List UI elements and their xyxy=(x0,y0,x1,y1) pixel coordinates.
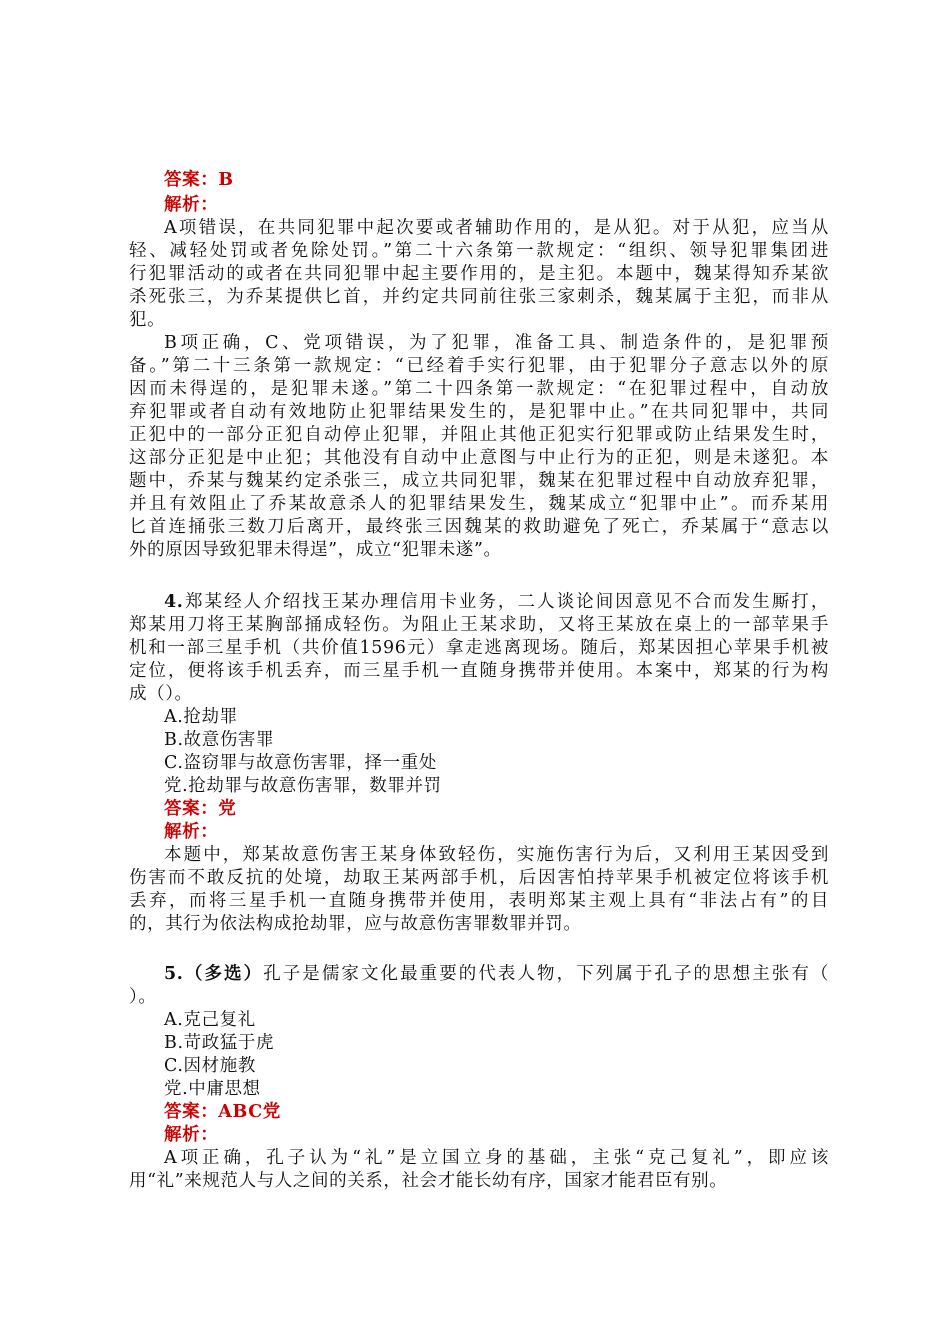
q5-option-b: B.苛政猛于虎 xyxy=(164,1033,275,1053)
q3-analysis-line: 备。”第二十三条第一款规定：“已经着手实行犯罪，由于犯罪分子意志以外的原 xyxy=(129,356,829,376)
q4-stem-line: 郑某用刀将王某胸部捅成轻伤。为阻止王某求助，又将王某放在桌上的一部苹果手 xyxy=(129,615,829,635)
q3-analysis-line: 行犯罪活动的或者在共同犯罪中起主要作用的，是主犯。本题中，魏某得知乔某欲 xyxy=(129,264,829,284)
q4-option-c: C.盗窃罪与故意伤害罪，择一重处 xyxy=(164,753,437,773)
q5-option-d: 党.中庸思想 xyxy=(164,1079,261,1099)
q4-stem-first xyxy=(164,590,829,614)
q3-analysis-line: 犯。 xyxy=(129,310,166,330)
q3-analysis-line: 题中，乔某与魏某约定杀张三，成立共同犯罪，魏某在犯罪过程中自动放弃犯罪， xyxy=(129,471,829,491)
q4-option-b: B.故意伤害罪 xyxy=(164,730,275,750)
q5-analysis-line: 用“礼”来规范人与人之间的关系，社会才能长幼有序，国家才能君臣有别。 xyxy=(129,1171,728,1191)
q5-option-c: C.因材施教 xyxy=(164,1056,256,1076)
q3-analysis-line: 匕首连捅张三数刀后离开，最终张三因魏某的救助避免了死亡，乔某属于“意志以 xyxy=(129,517,829,537)
q5-stem-line: ）。 xyxy=(129,987,157,1007)
q3-analysis-line: 外的原因导致犯罪未得逞”，成立“犯罪未遂”。 xyxy=(129,540,502,560)
q3-analysis-label: 解析： xyxy=(164,195,219,215)
q4-analysis-line: 丢弃，而将三星手机一直随身携带并使用，表明郑某主观上具有“非法占有”的目 xyxy=(129,891,829,911)
q4-analysis-line: 伤害而不敢反抗的处境，劫取王某两部手机，后因害怕持苹果手机被定位将该手机 xyxy=(129,868,829,888)
q4-stem-line: 机和一部三星手机（共价值1596元）拿走逃离现场。随后，郑某因担心苹果手机被 xyxy=(129,638,829,658)
q5-analysis-label: 解析： xyxy=(164,1125,219,1145)
q5-stem-first xyxy=(164,962,829,986)
q4-stem-line: 定位，便将该手机丢弃，而三星手机一直随身携带并使用。本案中，郑某的行为构 xyxy=(129,661,829,681)
q3-answer: 答案：B xyxy=(164,170,234,190)
q3-analysis-line: 弃犯罪或者自动有效地防止犯罪结果发生的，是犯罪中止。”在共同犯罪中，共同 xyxy=(129,402,829,422)
q3-analysis-line: B项正确，C、党项错误，为了犯罪，准备工具、制造条件的，是犯罪预 xyxy=(164,333,829,353)
q5-stem-text: 孔子是儒家文化最重要的代表人物，下列属于孔子的思想主张有（ xyxy=(263,964,829,984)
q5-number-tag: 5.（多选） xyxy=(164,964,264,984)
q4-answer: 答案：党 xyxy=(164,799,237,819)
q4-analysis-label: 解析： xyxy=(164,822,219,842)
q4-analysis-line: 本题中，郑某故意伤害王某身体致轻伤，实施伤害行为后，又利用王某因受到 xyxy=(164,845,829,865)
q4-number: 4. xyxy=(164,592,184,612)
q3-analysis-line: 轻、减轻处罚或者免除处罚。”第二十六条第一款规定：“组织、领导犯罪集团进 xyxy=(129,241,829,261)
q3-analysis-line: 杀死张三，为乔某提供匕首，并约定共同前往张三家刺杀，魏某属于主犯，而非从 xyxy=(129,287,829,307)
q3-analysis-line: 这部分正犯是中止犯；其他没有自动中止意图与中止行为的正犯，则是未遂犯。本 xyxy=(129,448,829,468)
q3-analysis-line: A项错误，在共同犯罪中起次要或者辅助作用的，是从犯。对于从犯，应当从 xyxy=(164,218,829,238)
q3-analysis-line: 正犯中的一部分正犯自动停止犯罪，并阻止其他正犯实行犯罪或防止结果发生时， xyxy=(129,425,829,445)
q5-analysis-line: A项正确，孔子认为“礼”是立国立身的基础，主张“克己复礼”，即应该 xyxy=(164,1148,829,1168)
q4-stem-line: 成（）。 xyxy=(129,684,193,704)
q4-analysis-line: 的，其行为依法构成抢劫罪，应与故意伤害罪数罪并罚。 xyxy=(129,914,582,934)
q5-option-a: A.克己复礼 xyxy=(164,1010,256,1030)
q4-option-d: 党.抢劫罪与故意伤害罪，数罪并罚 xyxy=(164,776,442,796)
q3-analysis-line: 因而未得逞的，是犯罪未遂。”第二十四条第一款规定：“在犯罪过程中，自动放 xyxy=(129,379,829,399)
q5-answer: 答案：ABC党 xyxy=(164,1102,281,1122)
q4-option-a: A.抢劫罪 xyxy=(164,707,238,727)
q4-stem-text: 郑某经人介绍找王某办理信用卡业务，二人谈论间因意见不合而发生厮打， xyxy=(183,592,829,612)
q3-analysis-line: 并且有效阻止了乔某故意杀人的犯罪结果发生，魏某成立“犯罪中止”。而乔某用 xyxy=(129,494,829,514)
